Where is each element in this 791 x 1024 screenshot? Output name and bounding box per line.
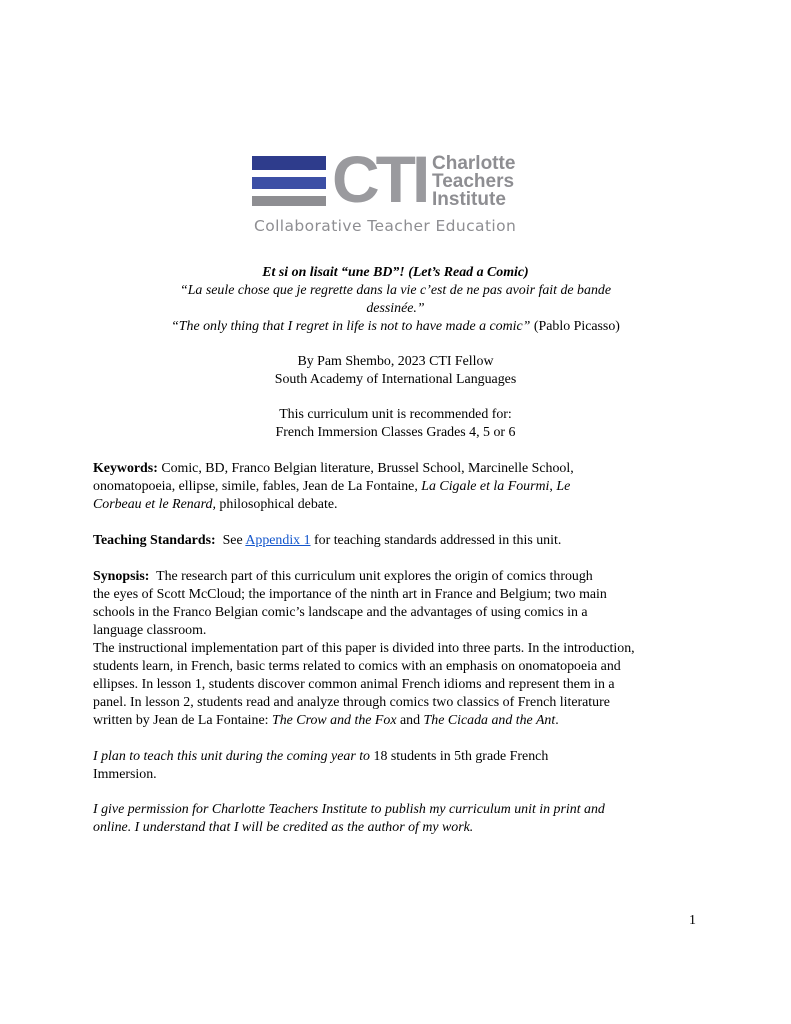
quote-english: “The only thing that I regret in life is not to have made a comic” (Pablo Picasso) <box>171 319 620 334</box>
logo-tagline: Collaborative Teacher Education <box>254 217 517 235</box>
synopsis-line: ellipses. In lesson 1, students discover common animal French idioms and represent them in a <box>93 677 615 692</box>
logo-mark: CTI <box>332 142 427 216</box>
page-number: 1 <box>689 913 696 928</box>
plan-line2: Immersion. <box>93 767 157 782</box>
synopsis-line: students learn, in French, basic terms related to comics with an emphasis on onomatopoeia and <box>93 659 621 674</box>
recommendation-line2: French Immersion Classes Grades 4, 5 or 6 <box>275 425 516 440</box>
synopsis-line: Synopsis: The research part of this curriculum unit explores the origin of comics through <box>93 569 593 584</box>
synopsis-line: panel. In lesson 2, students read and analyze through comics two classics of French literature <box>93 695 610 710</box>
keywords-line3: Corbeau et le Renard, philosophical debate. <box>93 497 338 512</box>
quote-french-line1: “La seule chose que je regrette dans la vie c’est de ne pas avoir fait de bande <box>179 283 612 298</box>
permission-line2: online. I understand that I will be credited as the author of my work. <box>93 820 474 835</box>
keywords-line1: Keywords: Comic, BD, Franco Belgian literature, Brussel School, Marcinelle School, <box>93 461 574 476</box>
cti-logo <box>252 142 542 238</box>
permission-line1: I give permission for Charlotte Teachers Institute to publish my curriculum unit in print and <box>93 802 605 817</box>
synopsis-line: language classroom. <box>93 623 207 638</box>
synopsis-line: the eyes of Scott McCloud; the importance of the ninth art in France and Belgium; two main <box>93 587 607 602</box>
quote-french-line2: dessinée.” <box>366 301 425 316</box>
plan-line1: I plan to teach this unit during the coming year to 18 students in 5th grade French <box>93 749 549 764</box>
byline: By Pam Shembo, 2023 CTI Fellow <box>297 354 494 369</box>
logo-name: Charlotte Teachers Institute <box>432 153 516 210</box>
keywords-line2: onomatopoeia, ellipse, simile, fables, Jean de La Fontaine, La Cigale et la Fourmi, Le <box>93 479 571 494</box>
logo-bar-bottom <box>252 196 326 206</box>
synopsis-line: written by Jean de La Fontaine: The Crow and the Fox and The Cicada and the Ant. <box>93 713 559 728</box>
recommendation-line1: This curriculum unit is recommended for: <box>279 407 512 422</box>
synopsis-line: The instructional implementation part of this paper is divided into three parts. In the introduction, <box>93 641 635 656</box>
teaching-standards: Teaching Standards: See Appendix 1 for teaching standards addressed in this unit. <box>93 533 562 548</box>
unit-title: Et si on lisait “une BD”! (Let’s Read a Comic) <box>262 265 529 280</box>
school-name: South Academy of International Languages <box>274 372 517 387</box>
logo-bar-top <box>252 156 326 170</box>
appendix-link[interactable]: Appendix 1 <box>245 533 311 548</box>
synopsis-line: schools in the Franco Belgian comic’s landscape and the advantages of using comics in a <box>93 605 588 620</box>
logo-bar-middle <box>252 177 326 189</box>
